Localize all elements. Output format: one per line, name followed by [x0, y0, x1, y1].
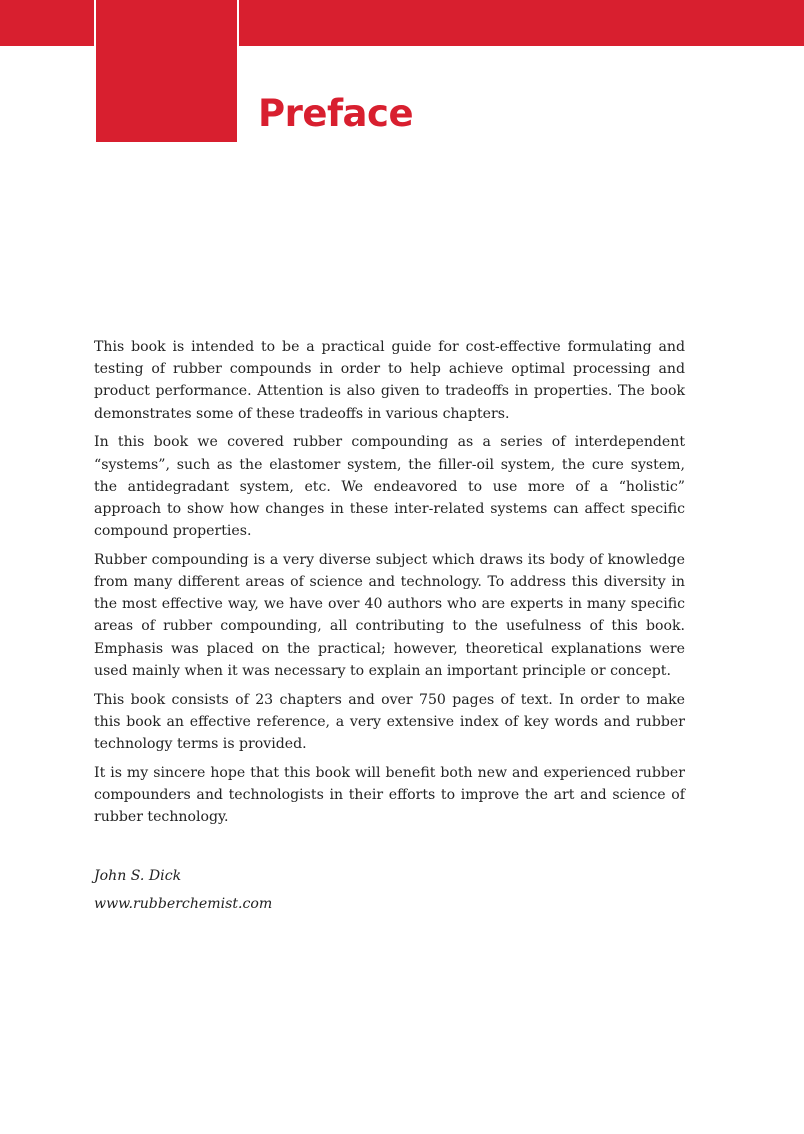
paragraph: This book consists of 23 chapters and over 750 pages of text. In order to make this book an effective reference, a very extensive index of key words and rubber technology terms is provided. [94, 691, 685, 752]
paragraph: This book is intended to be a practical guide for cost-effective formulating and testing of rubber compounds in order to help achieve optimal processing and product performance. Attention is also given to tradeoffs in properties. The book demonstrates some of these tradeoffs in various chapters. [94, 339, 685, 422]
author-name: John S. Dick [94, 868, 182, 884]
header-bar-left [0, 0, 94, 46]
paragraph: It is my sincere hope that this book will benefit both new and experienced rubber compounders and technologists in their efforts to improve the art and science of rubber technology. [94, 764, 685, 826]
page-title: Preface [258, 92, 414, 135]
header-block [96, 0, 237, 142]
author-website: www.rubberchemist.com [94, 896, 273, 912]
paragraph: In this book we covered rubber compounding as a series of interdependent “systems”, such as the elastomer system, the filler-oil system, the cure system, the antidegradant system, etc. We endeavored to use more of a “holistic” approach to show how changes in these inter-related systems can affect specific compound properties. [94, 434, 685, 540]
paragraph: Rubber compounding is a very diverse subject which draws its body of knowledge from many different areas of science and technology. To address this diversity in the most effective way, we have over 40 authors who are experts in many specific areas of rubber compounding, all contributing to the usefulness of this book. Emphasis was placed on the practical; however, theoretical explanations were used mainly when it was necessary to explain an important principle or concept. [94, 551, 685, 679]
header-bar-right [239, 0, 804, 46]
signature [94, 865, 272, 921]
preface-body [94, 336, 685, 835]
